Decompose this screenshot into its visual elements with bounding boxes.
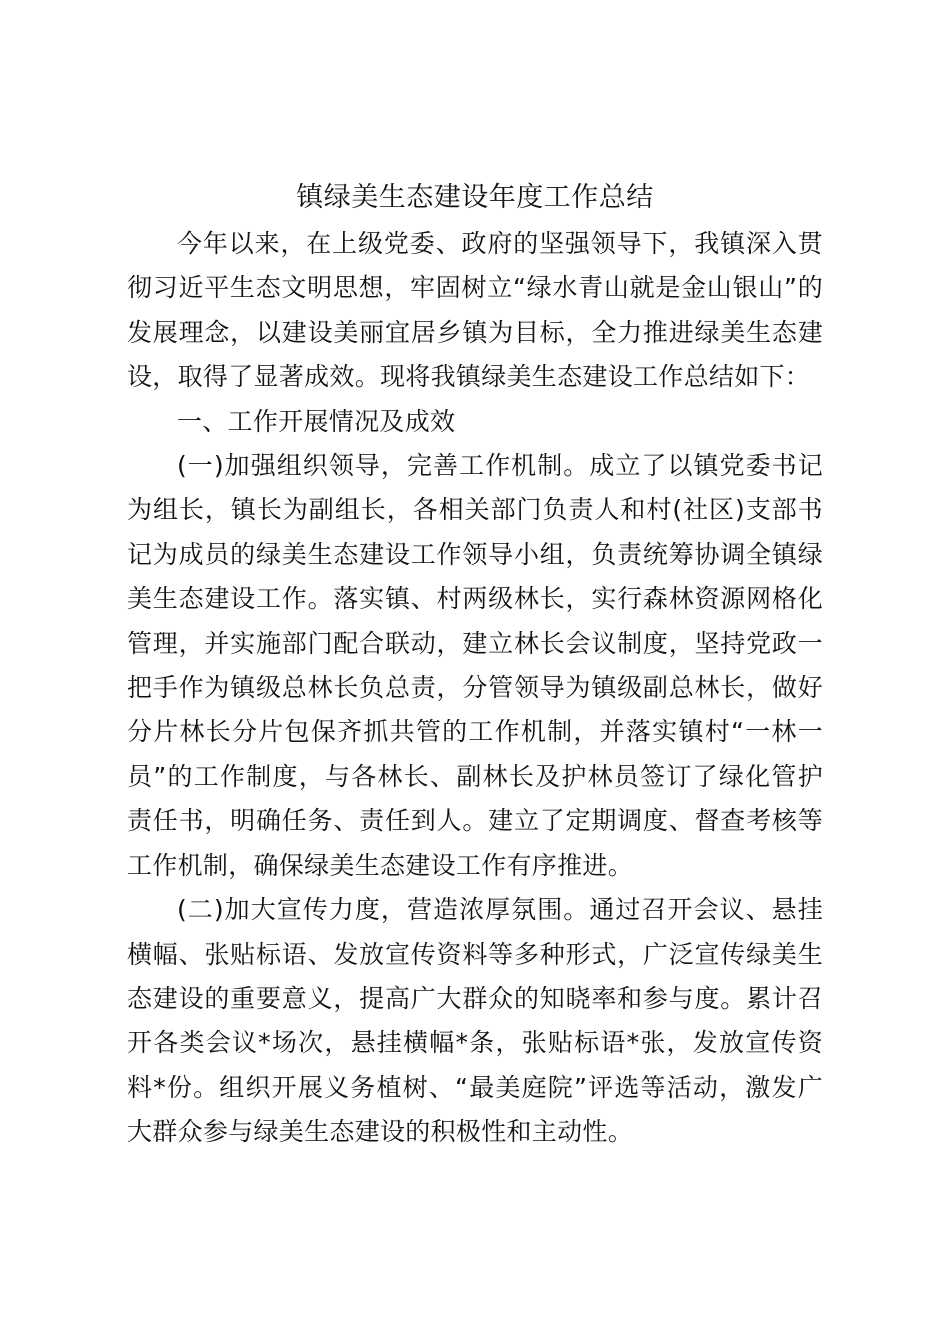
document-body <box>127 222 823 1155</box>
paragraph-publicity: (二)加大宣传力度，营造浓厚氛围。通过召开会议、悬挂横幅、张贴标语、发放宣传资料等多种形式，广泛宣传绿美生态建设的重要意义，提高广大群众的知晓率和参与度。累计召开各类会议*场次，悬挂横幅*条，张贴标语*张，发放宣传资料*份。组织开展义务植树、“最美庭院”评选等活动，激发广大群众参与绿美生态建设的积极性和主动性。 <box>127 895 823 1147</box>
document-title: 镇绿美生态建设年度工作总结 <box>296 182 654 213</box>
intro-paragraph: 今年以来，在上级党委、政府的坚强领导下，我镇深入贯彻习近平生态文明思想，牢固树立“绿水青山就是金山银山”的发展理念，以建设美丽宜居乡镇为目标，全力推进绿美生态建设，取得了显著成效。现将我镇绿美生态建设工作总结如下： <box>127 229 823 392</box>
paragraph-organization: (一)加强组织领导，完善工作机制。成立了以镇党委书记为组长，镇长为副组长，各相关部门负责人和村(社区)支部书记为成员的绿美生态建设工作领导小组，负责统筹协调全镇绿美生态建设工作。落实镇、村两级林长，实行森林资源网格化管理，并实施部门配合联动，建立林长会议制度，坚持党政一把手作为镇级总林长负总责，分管领导为镇级副总林长，做好分片林长分片包保齐抓共管的工作机制，并落实镇村“一林一员”的工作制度，与各林长、副林长及护林员签订了绿化管护责任书，明确任务、责任到人。建立了定期调度、督查考核等工作机制，确保绿美生态建设工作有序推进。 <box>127 451 823 880</box>
section-heading: 一、工作开展情况及成效 <box>177 406 456 436</box>
